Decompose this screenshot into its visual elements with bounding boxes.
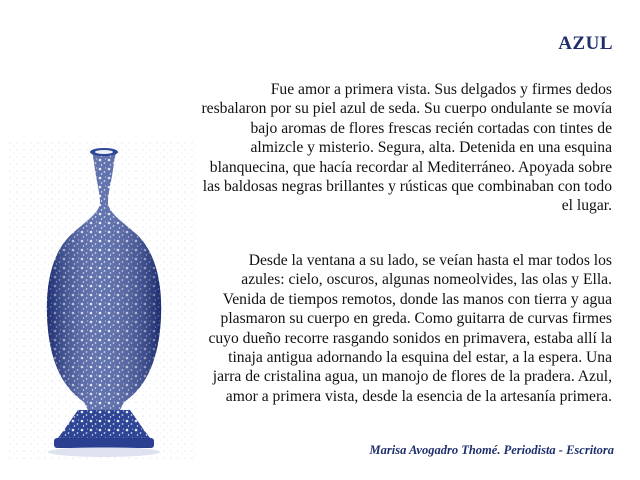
paragraph-2 — [140, 251, 612, 406]
author-signature: Marisa Avogadro Thomé. Periodista - Escritora — [369, 443, 614, 457]
paragraph-line: resbalaron por su piel azul de seda. Su cuerpo ondulante se movía — [201, 100, 612, 118]
paragraph-line: Venida de tiempos remotos, donde las manos con tierra y agua — [222, 290, 612, 308]
paragraph-line: azules: cielo, oscuros, algunas nomeolvides, las olas y Ella. — [241, 271, 612, 289]
paragraph-line: jarra de cristalina agua, un manojo de flores de la pradera. Azul, — [212, 368, 612, 386]
paragraph-line: Desde la ventana a su lado, se veían hasta el mar todos los — [248, 252, 612, 269]
paragraph-line: amor a primera vista, desde la esencia de la artesanía primera. — [225, 387, 612, 405]
paragraph-line: las baldosas negras brillantes y rústicas que combinaban con todo — [202, 178, 612, 196]
paragraph-line: almizcle y misterio. Segura, alta. Detenida en una esquina — [250, 139, 612, 157]
paragraph-line: tinaja antigua adornando la esquina del estar, a la espera. Una — [228, 349, 612, 367]
paragraph-1 — [140, 80, 612, 216]
paragraph-line: cuyo dueño recorre rasgando sonidos en primavera, estaba allí la — [208, 329, 612, 347]
document-title: AZUL — [558, 33, 613, 54]
paragraph-line: bajo aromas de flores frescas recién cortadas con tintes de — [250, 119, 612, 137]
paragraph-line: blanquecina, que hacía recordar al Mediterráneo. Apoyada sobre — [209, 158, 612, 176]
paragraph-line: el lugar. — [561, 197, 612, 215]
paragraph-line: plasmaron su cuerpo en greda. Como guitarra de curvas firmes — [220, 310, 612, 328]
paragraph-line: Fue amor a primera vista. Sus delgados y firmes dedos — [270, 81, 612, 98]
